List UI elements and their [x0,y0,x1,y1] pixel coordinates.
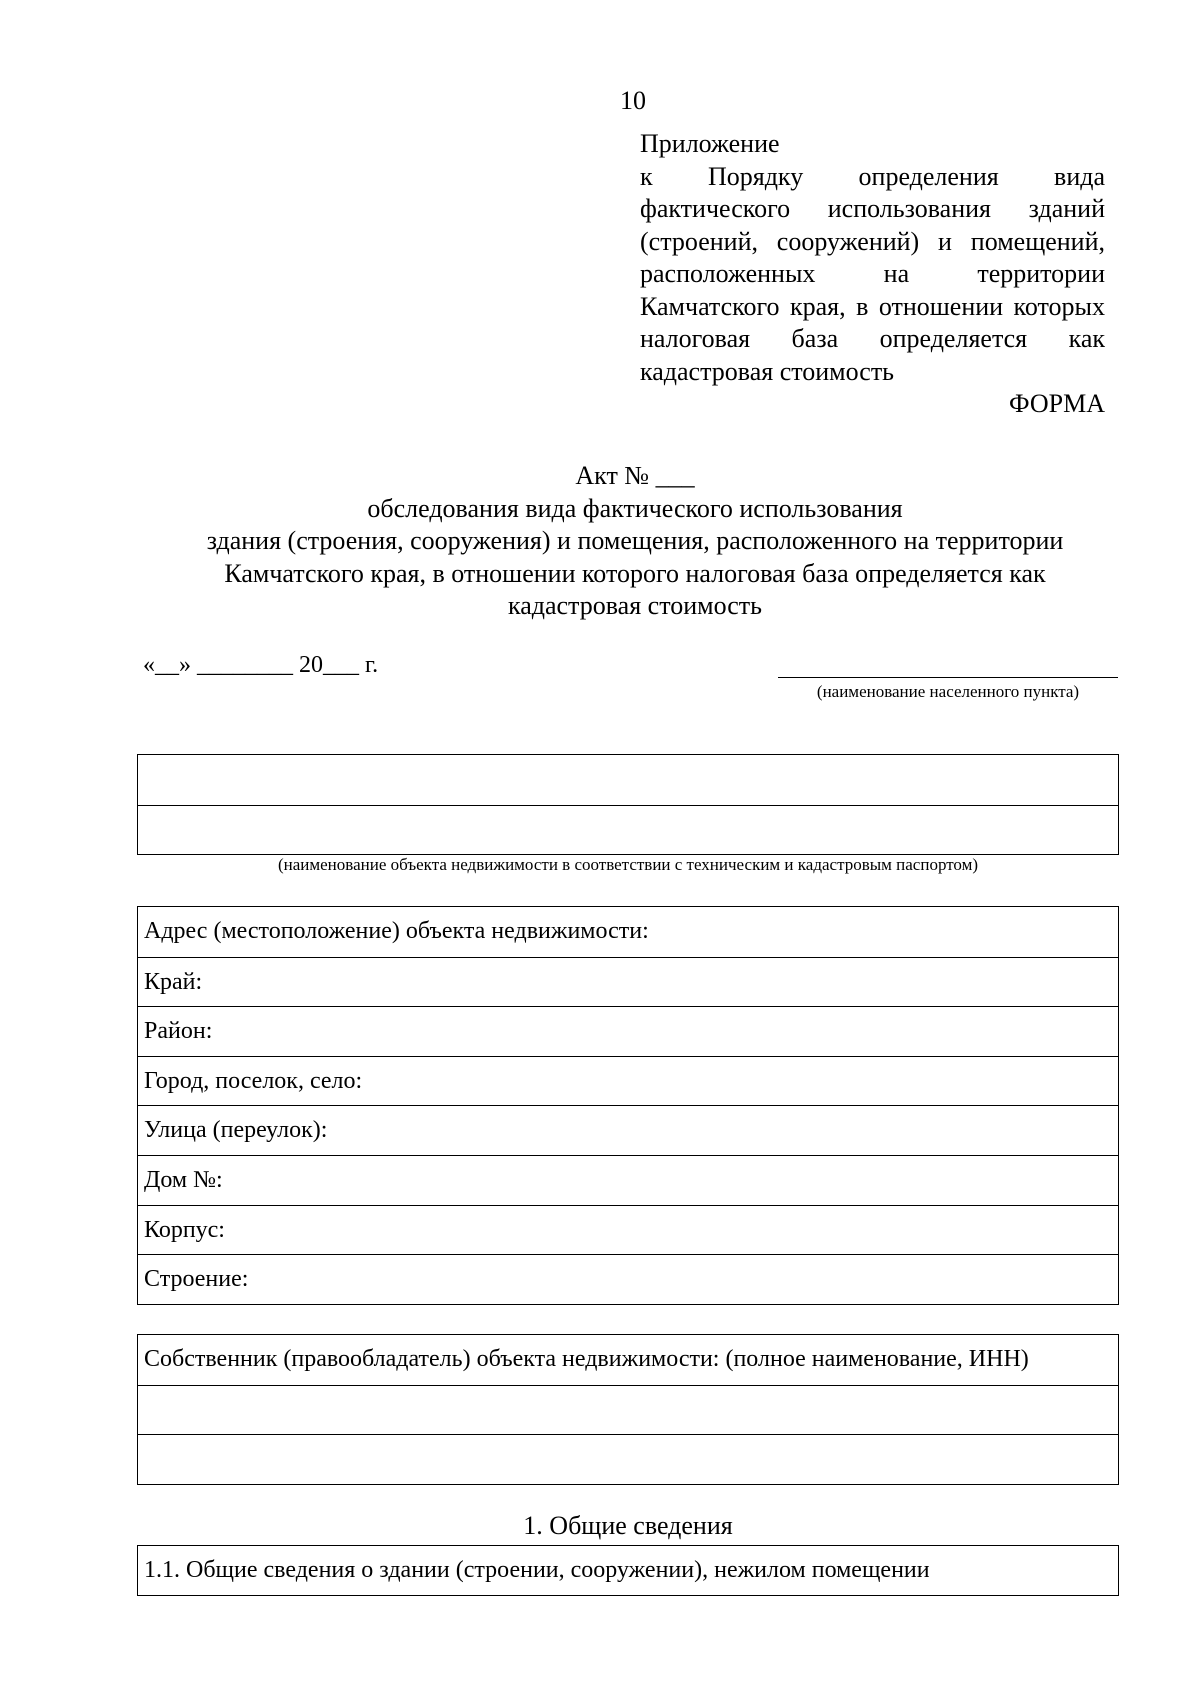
address-street-row[interactable]: Улица (переулок): [138,1105,1118,1155]
form-label: ФОРМА [1009,389,1105,418]
object-name-table [137,754,1119,855]
general-info-table [137,1545,1119,1596]
owner-input-row[interactable] [138,1385,1118,1435]
general-info-row: 1.1. Общие сведения о здании (строении, сооружении), нежилом помещении [144,1557,930,1583]
section-title: 1. Общие сведения [523,1511,733,1540]
address-house-row[interactable]: Дом №: [138,1155,1118,1205]
act-title-line: обследования вида фактического использования [367,493,903,523]
act-title-line: Акт № ___ [575,461,695,490]
owner-header-row: Собственник (правообладатель) объекта недвижимости: (полное наименование, ИНН) [144,1346,1029,1372]
address-building-row[interactable]: Строение: [138,1254,1118,1304]
act-title-line: кадастровая стоимость [507,591,763,620]
address-region-row[interactable]: Край: [138,957,1118,1007]
page-number: 10 [620,86,646,115]
object-name-caption: (наименование объекта недвижимости в соответствии с техническим и кадастровым паспортом) [277,855,979,874]
address-header-row: Адрес (местоположение) объекта недвижимости: [144,918,649,944]
object-name-row[interactable] [138,805,1118,855]
place-field[interactable] [778,677,1118,678]
owner-table [137,1334,1119,1485]
address-table [137,906,1119,1305]
appendix-title: Приложение [640,129,780,158]
act-title-line: здания (строения, сооружения) и помещения, расположенного на территории [206,526,1064,555]
address-city-row[interactable]: Город, поселок, село: [138,1056,1118,1106]
address-district-row[interactable]: Район: [138,1006,1118,1056]
act-date[interactable]: «__» ________ 20___ г. [143,652,379,678]
act-title [140,460,1130,623]
place-caption: (наименование населенного пункта) [816,682,1080,701]
act-title-line: Камчатского края, в отношении которого налоговая база определяется как [224,558,1046,588]
address-block-row[interactable]: Корпус: [138,1205,1118,1255]
appendix-body: к Порядку определения вида фактического использования зданий (строений, сооружений) и помещений, расположенных на территории Камчатского края, в отношении которых налоговая база определяется как кадастровая стоимость [640,161,1105,386]
object-name-row[interactable] [138,755,1118,805]
appendix-header [640,128,1105,421]
owner-input-row[interactable] [138,1434,1118,1484]
